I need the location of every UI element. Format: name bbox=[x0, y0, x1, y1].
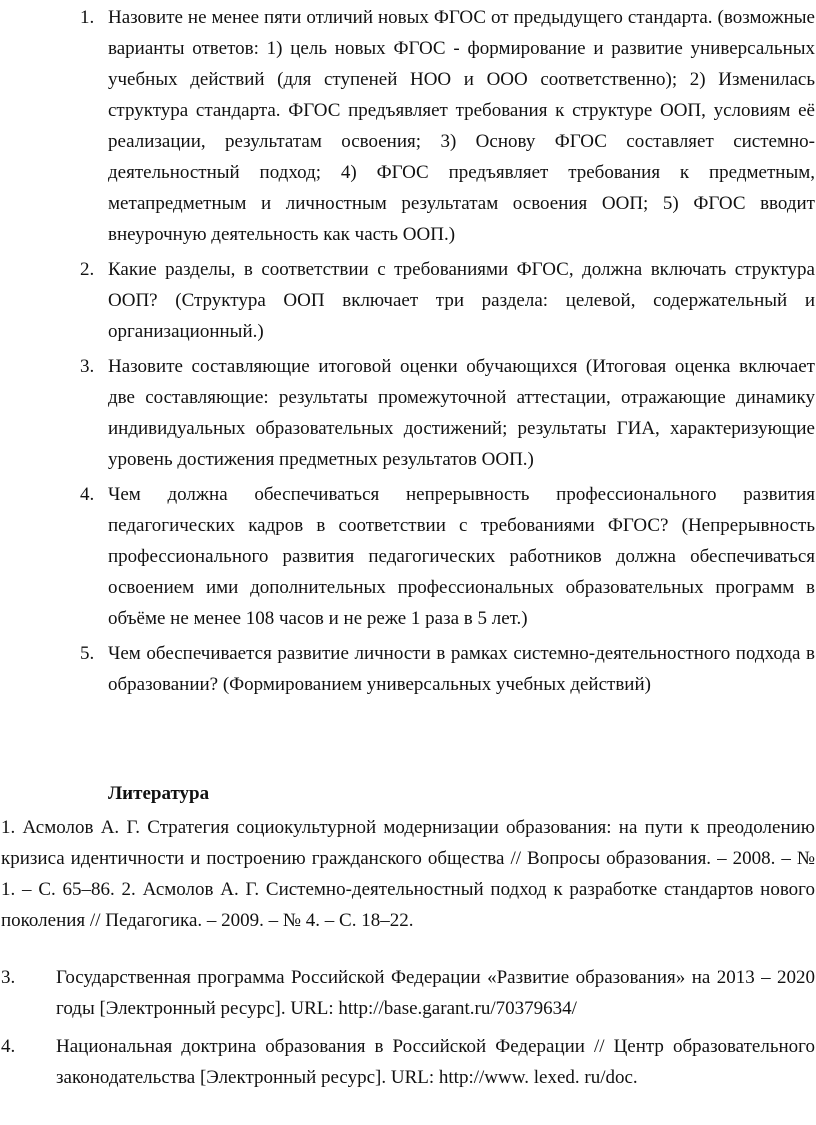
item-text: Назовите не менее пяти отличий новых ФГОС от предыдущего стандарта. (возможные варианты ответов: 1) цель новых ФГОС - формирование и развитие универсальных учебных действий (для ступеней НОО и ООО соответственно); 2) Изменилась структура стандарта. ФГОС предъявляет требования к структуре ООП, условиям её реализации, результатам освоения; 3) Основу ФГОС составляет системно-деятельностный подход; 4) ФГОС предъявляет требования к предметным, метапредметным и личностным результатам освоения ООП; 5) ФГОС вводит внеурочную деятельность как часть ООП.) bbox=[108, 7, 815, 245]
list-item bbox=[0, 638, 816, 700]
list-item bbox=[0, 254, 816, 347]
reference-item bbox=[0, 962, 816, 1024]
list-item bbox=[0, 2, 816, 250]
references-list bbox=[0, 962, 816, 1100]
item-number: 5. bbox=[80, 643, 95, 664]
reference-text: Национальная доктрина образования в Российской Федерации // Центр образовательного законодательства [Электронный ресурс]. URL: http://www. lexed. ru/doc. bbox=[56, 1036, 815, 1088]
reference-number: 3. bbox=[1, 967, 16, 988]
item-text: Чем обеспечивается развитие личности в рамках системно-деятельностного подхода в образовании? (Формированием универсальных учебных действий) bbox=[108, 643, 815, 695]
item-number: 3. bbox=[80, 356, 95, 377]
item-text: Какие разделы, в соответствии с требованиями ФГОС, должна включать структура ООП? (Структура ООП включает три раздела: целевой, содержательный и организационный.) bbox=[108, 259, 815, 342]
list-item bbox=[0, 351, 816, 475]
item-number: 4. bbox=[80, 484, 95, 505]
reference-paragraph: 1. Асмолов А. Г. Стратегия социокультурной модернизации образования: на пути к преодолению кризиса идентичности и построению гражданского общества // Вопросы образования. – 2008. – № 1. – С. 65–86. 2. Асмолов А. Г. Системно-деятельностный подход к разработке стандартов нового поколения // Педагогика. – 2009. – № 4. – С. 18–22. bbox=[1, 817, 815, 931]
reference-number: 4. bbox=[1, 1036, 16, 1057]
questions-list bbox=[0, 2, 816, 704]
item-number: 2. bbox=[80, 259, 95, 280]
list-item bbox=[0, 479, 816, 634]
literature-heading: Литература bbox=[108, 783, 210, 804]
item-number: 1. bbox=[80, 7, 95, 28]
reference-item bbox=[0, 1031, 816, 1093]
reference-text: Государственная программа Российской Федерации «Развитие образования» на 2013 – 2020 годы [Электронный ресурс]. URL: http://base.garant.ru/70379634/ bbox=[56, 967, 815, 1019]
item-text: Назовите составляющие итоговой оценки обучающихся (Итоговая оценка включает две составляющие: результаты промежуточной аттестации, отражающие динамику индивидуальных образовательных достижений; результаты ГИА, характеризующие уровень достижения предметных результатов ООП.) bbox=[108, 356, 815, 470]
item-text: Чем должна обеспечиваться непрерывность профессионального развития педагогических кадров в соответствии с требованиями ФГОС? (Непрерывность профессионального развития педагогических работников должна обеспечиваться освоением ими дополнительных профессиональных образовательных программ в объёме не менее 108 часов и не реже 1 раза в 5 лет.) bbox=[108, 484, 815, 629]
